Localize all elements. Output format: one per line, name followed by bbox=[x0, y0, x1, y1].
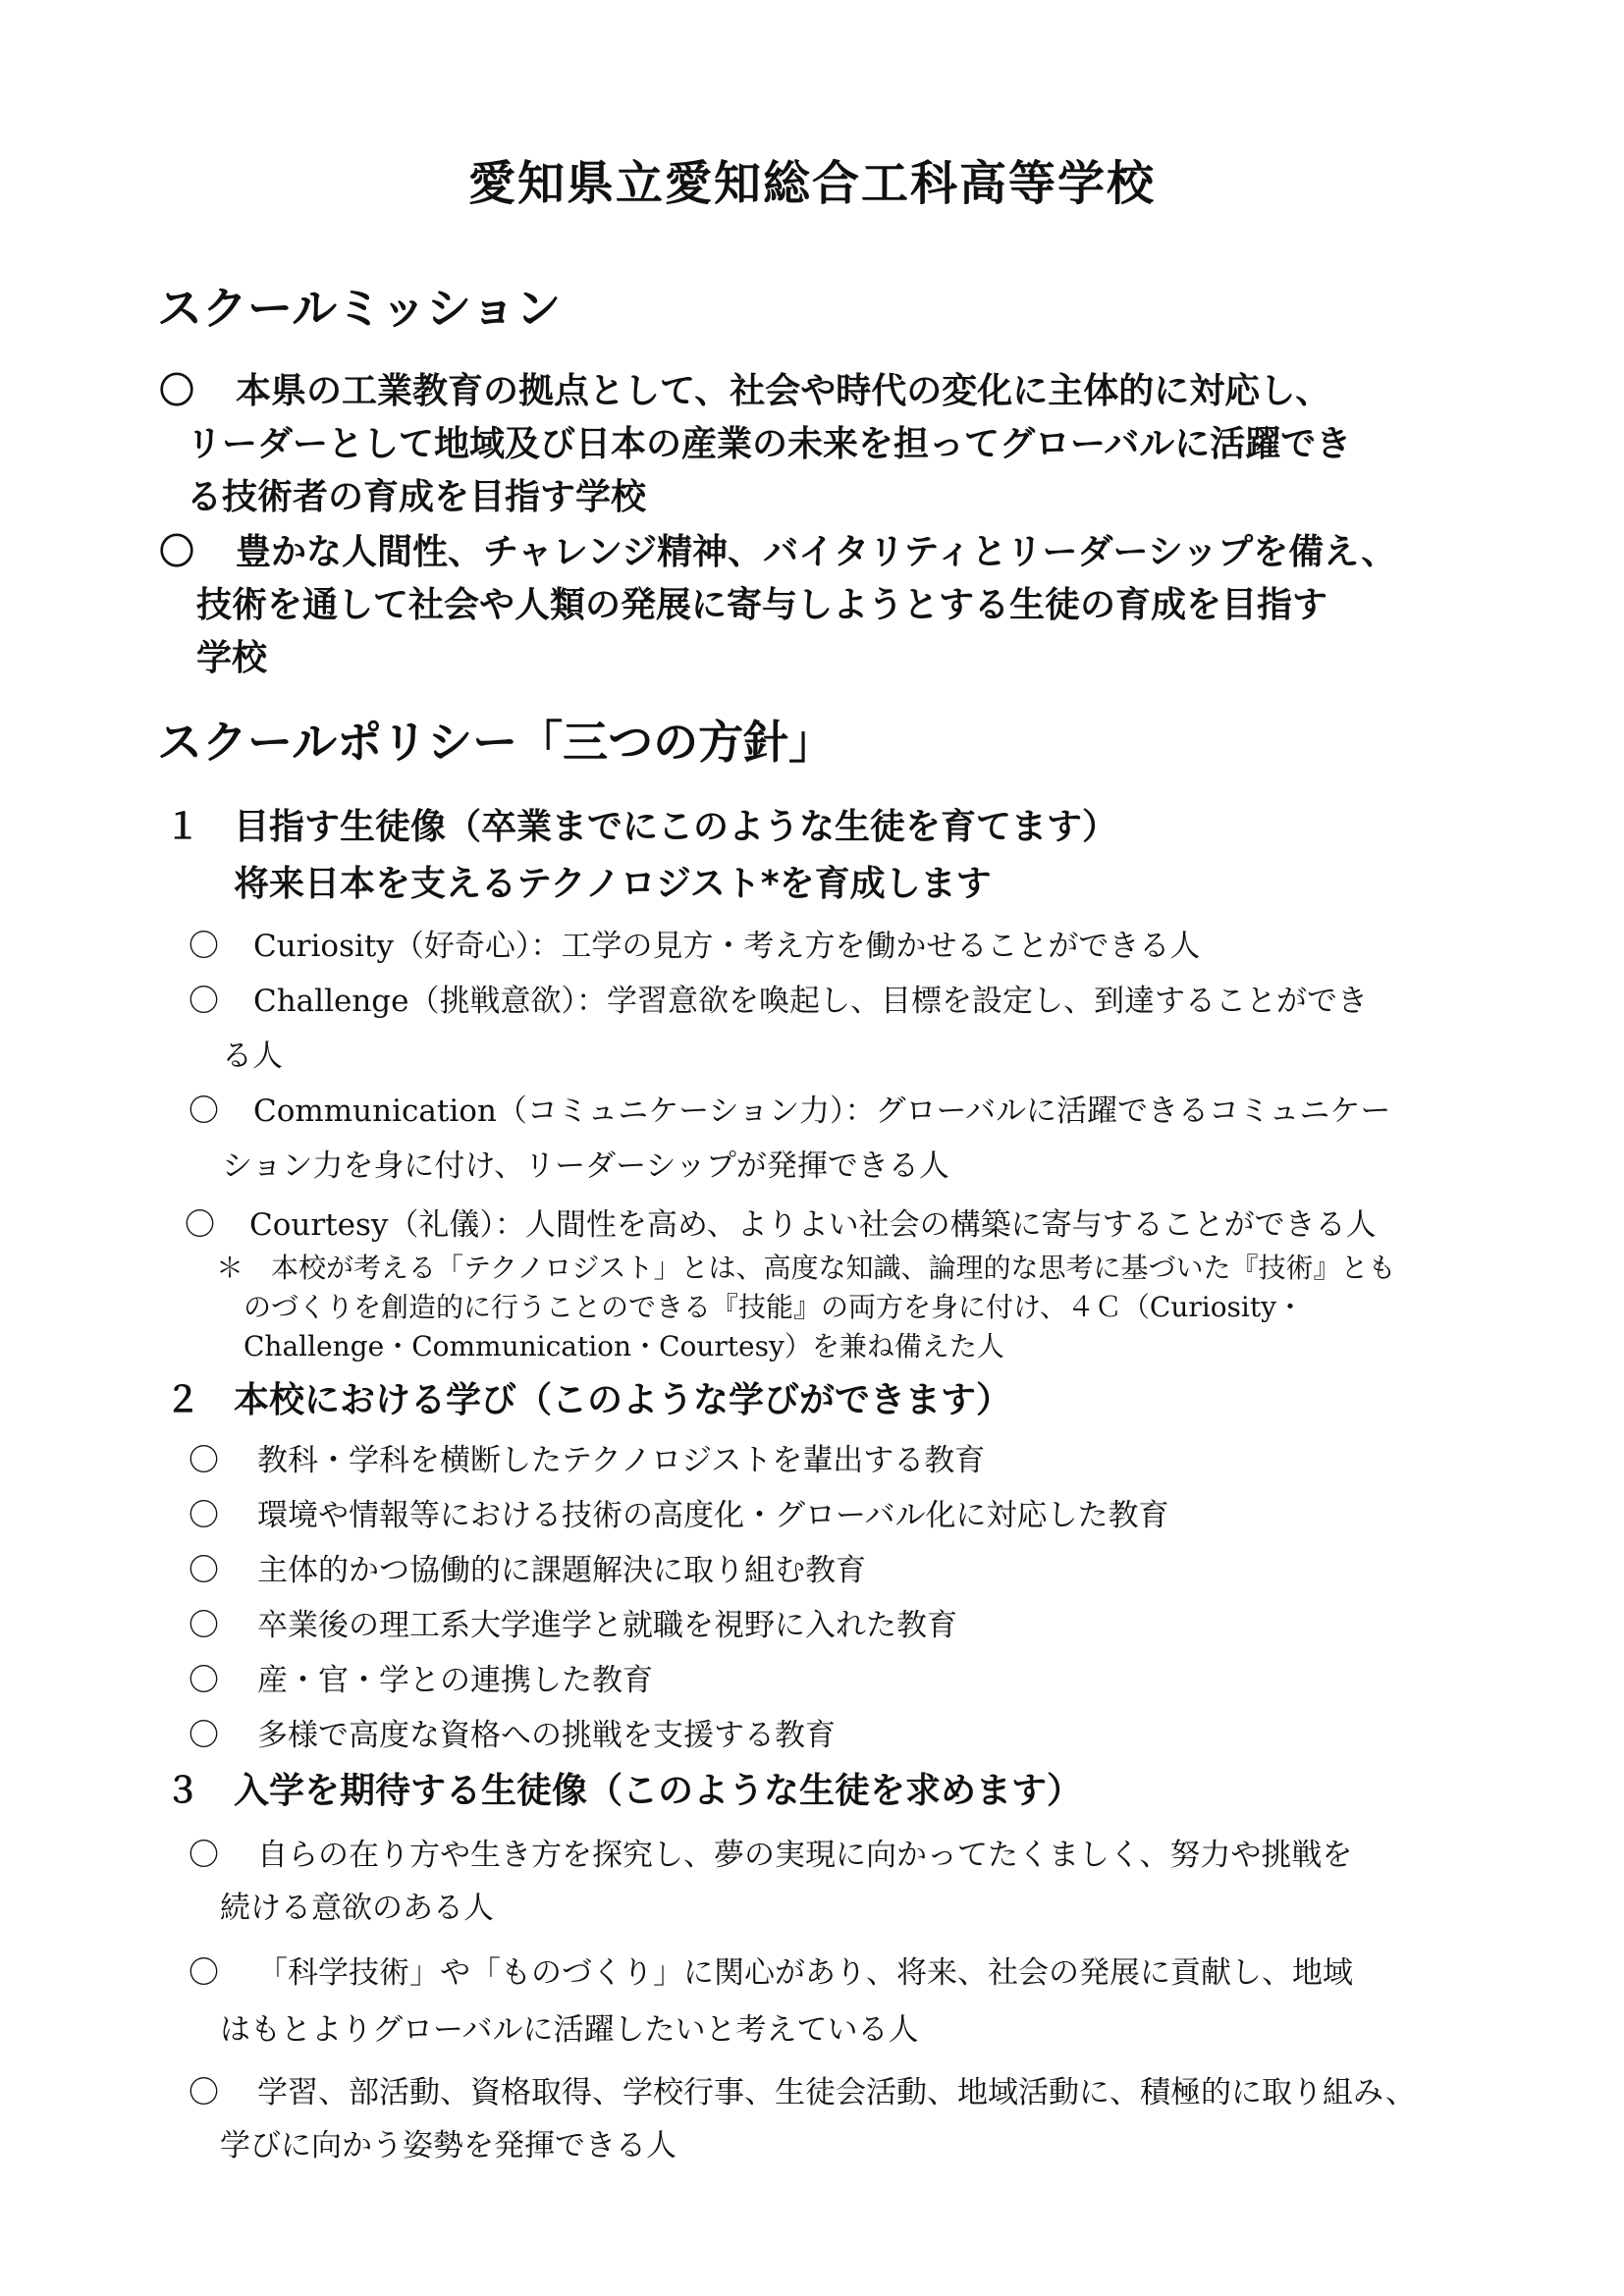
s1-item-4-mark: 〇 bbox=[185, 1207, 215, 1243]
s2-item-2-line-1: 環境や情報等における技術の高度化・グローバル化に対応した教育 bbox=[257, 1498, 1169, 1533]
s2-item-4-line-1: 卒業後の理工系大学進学と就職を視野に入れた教育 bbox=[257, 1608, 957, 1643]
s3-item-3-line-1: 学習、部活動、資格取得、学校行事、生徒会活動、地域活動に、積極的に取り組み、 bbox=[257, 2075, 1416, 2110]
s1-item-3-line-2: ション力を身に付け、リーダーシップが発揮できる人 bbox=[222, 1148, 949, 1184]
mission-1-line-1: 本県の工業教育の拠点として、社会や時代の変化に主体的に対応し、 bbox=[236, 371, 1331, 411]
s3-item-3-line-2: 学びに向かう姿勢を発揮できる人 bbox=[220, 2128, 677, 2163]
mission-2-mark: 〇 bbox=[159, 532, 195, 572]
s2-item-6-mark: 〇 bbox=[189, 1718, 219, 1753]
s3-item-1-line-2: 続ける意欲のある人 bbox=[220, 1891, 494, 1926]
s2-item-5-mark: 〇 bbox=[189, 1663, 219, 1698]
s3-item-2-line-1: 「科学技術」や「ものづくり」に関心があり、将来、社会の発展に貢献し、地域 bbox=[257, 1955, 1353, 1991]
s1-item-4-line-1: Courtesy（礼儀）：人間性を高め、よりよい社会の構築に寄与することができる人 bbox=[249, 1207, 1377, 1243]
s1-item-1-mark: 〇 bbox=[189, 929, 219, 964]
s2-item-3-line-1: 主体的かつ協働的に課題解決に取り組む教育 bbox=[257, 1553, 866, 1588]
s3-item-1-line-1: 自らの在り方や生き方を探究し、夢の実現に向かってたくましく、努力や挑戦を bbox=[257, 1838, 1353, 1873]
s3-item-3-mark: 〇 bbox=[189, 2075, 219, 2110]
mission-1-line-3: る技術者の育成を目指す学校 bbox=[187, 477, 647, 517]
note-sep-1: ・ bbox=[384, 1330, 412, 1362]
note-line-2 bbox=[244, 1286, 1304, 1325]
section-2-heading: 本校における学び（このような学びができます） bbox=[234, 1380, 1012, 1420]
s2-item-2-mark: 〇 bbox=[189, 1498, 219, 1533]
s3-item-2-line-2: はもとよりグローバルに活躍したいと考えている人 bbox=[220, 2012, 919, 2048]
mission-2-line-3: 学校 bbox=[196, 638, 268, 678]
s1-item-1-line-1: Curiosity（好奇心）：工学の見方・考え方を働かせることができる人 bbox=[253, 929, 1201, 964]
s2-item-5-line-1: 産・官・学との連携した教育 bbox=[257, 1663, 653, 1698]
section-1-subheading: 将来日本を支えるテクノロジスト*を育成します bbox=[234, 864, 992, 904]
note-sep-2: ・ bbox=[631, 1330, 660, 1362]
s3-item-1-mark: 〇 bbox=[189, 1838, 219, 1873]
mission-heading: スクールミッション bbox=[157, 282, 562, 335]
document-title: 愛知県立愛知総合工科高等学校 bbox=[467, 156, 1156, 211]
s2-item-1-line-1: 教科・学科を横断したテクノロジストを輩出する教育 bbox=[257, 1443, 986, 1478]
s2-item-1-mark: 〇 bbox=[189, 1443, 219, 1478]
mission-2-line-2: 技術を通して社会や人類の発展に寄与しようとする生徒の育成を目指す bbox=[196, 585, 1328, 625]
s2-item-6-line-1: 多様で高度な資格への挑戦を支援する教育 bbox=[257, 1718, 836, 1753]
section-3-heading: 入学を期待する生徒像（このような生徒を求めます） bbox=[234, 1771, 1083, 1811]
section-3-number: ３ bbox=[165, 1771, 201, 1811]
note-line-3-end: ）を兼ね備えた人 bbox=[784, 1330, 1004, 1362]
s3-item-2-mark: 〇 bbox=[189, 1955, 219, 1991]
note-line-2-text: のづくりを創造的に行うことのできる『技能』の両方を身に付け、４Ｃ（ bbox=[244, 1291, 1150, 1323]
note-word-communication: Communication bbox=[411, 1330, 632, 1362]
note-line-2-end: ・ bbox=[1275, 1291, 1304, 1323]
s1-item-2-mark: 〇 bbox=[189, 984, 219, 1019]
note-mark: ＊ bbox=[216, 1252, 244, 1284]
s2-item-3-mark: 〇 bbox=[189, 1553, 219, 1588]
s1-item-2-line-2: る人 bbox=[222, 1039, 283, 1074]
s2-item-4-mark: 〇 bbox=[189, 1608, 219, 1643]
note-word-challenge: Challenge bbox=[244, 1330, 385, 1362]
mission-1-line-2: リーダーとして地域及び日本の産業の未来を担ってグローバルに活躍でき bbox=[187, 424, 1352, 464]
section-1-heading: 目指す生徒像（卒業までにこのような生徒を育てます） bbox=[234, 807, 1118, 847]
policy-heading: スクールポリシー「三つの方針」 bbox=[157, 716, 835, 769]
mission-2-line-1: 豊かな人間性、チャレンジ精神、バイタリティとリーダーシップを備え、 bbox=[236, 532, 1397, 572]
s1-item-3-mark: 〇 bbox=[189, 1094, 219, 1129]
section-1-number: １ bbox=[165, 807, 201, 847]
s1-item-2-line-1: Challenge（挑戦意欲）：学習意欲を喚起し、目標を設定し、到達することができ bbox=[253, 984, 1368, 1019]
mission-1-mark: 〇 bbox=[159, 371, 195, 411]
note-line-3 bbox=[244, 1325, 1004, 1364]
note-line-1: 本校が考える「テクノロジスト」とは、高度な知識、論理的な思考に基づいた『技術』とも bbox=[271, 1252, 1396, 1284]
note-word-curiosity: Curiosity bbox=[1149, 1291, 1276, 1323]
section-2-number: ２ bbox=[165, 1380, 201, 1420]
note-word-courtesy: Courtesy bbox=[659, 1330, 785, 1362]
s1-item-3-line-1: Communication（コミュニケーション力）：グローバルに活躍できるコミュニケー bbox=[253, 1094, 1391, 1129]
